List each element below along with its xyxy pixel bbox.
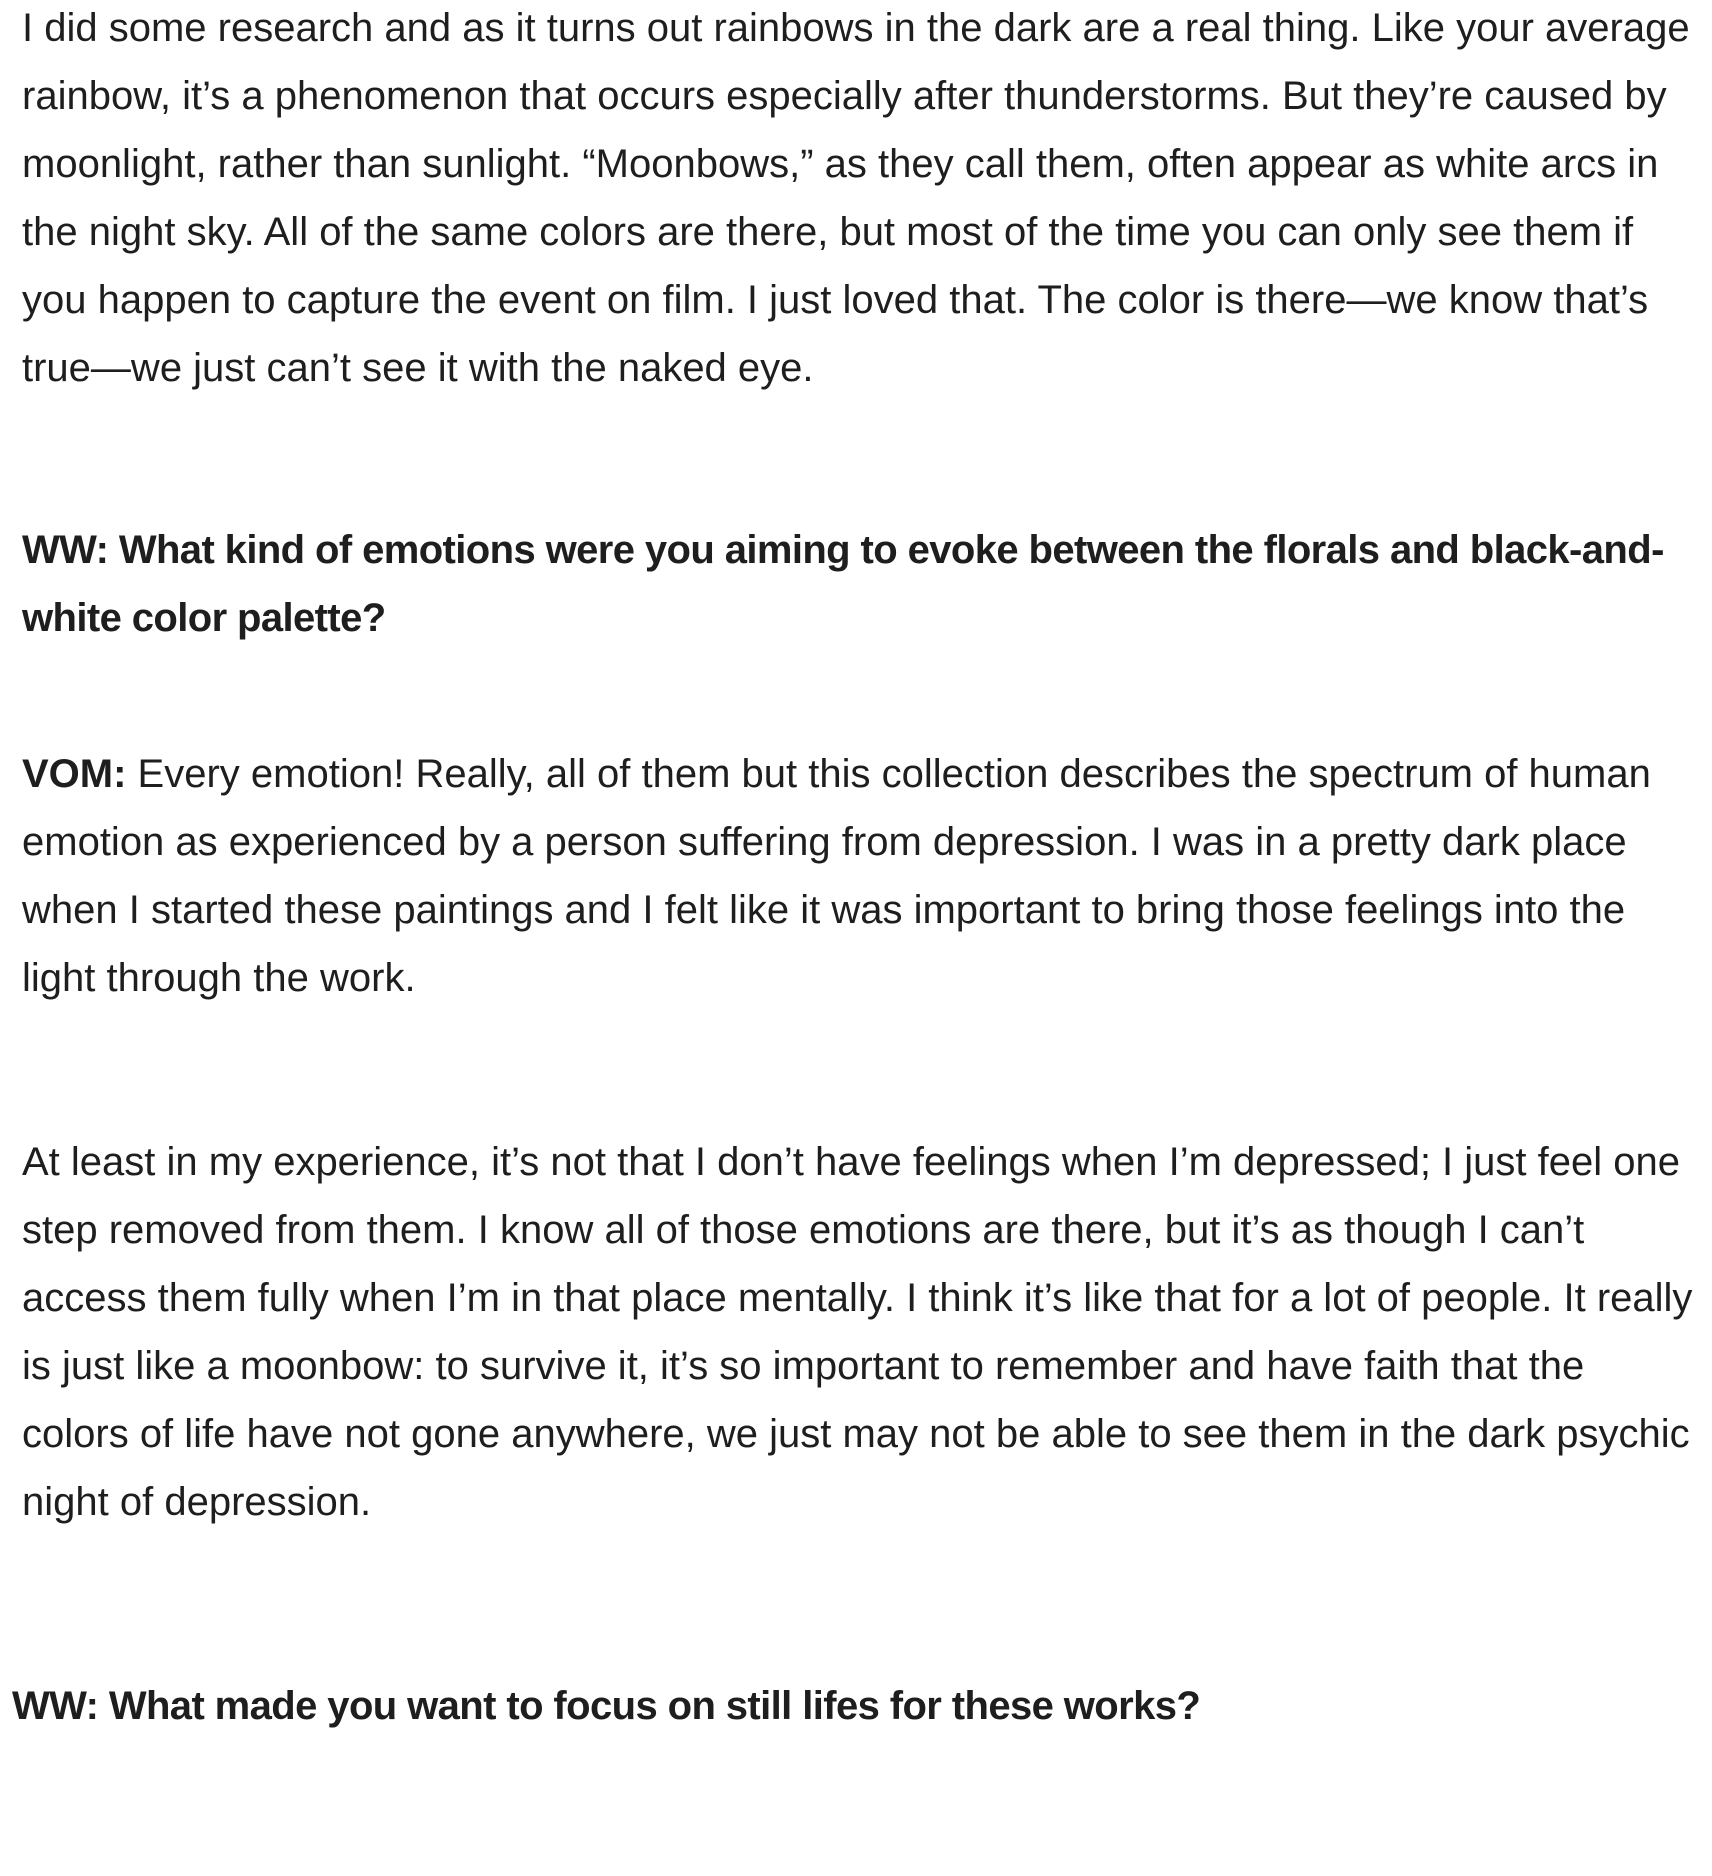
paragraph-moonbows: I did some research and as it turns out rainbows in the dark are a real thing. Like your average rainbow, it’s a phenomenon that occurs especially after thunderstorms. But they’re caused by moonlight, rather than sunlight. “Moonbows,” as they call them, often appear as white arcs in the night sky. All of the same colors are there, but most of the time you can only see them if you happen to capture the event on film. I just loved that. The color is there—we know that’s true—we just can’t see it with the naked eye. — [22, 6, 1690, 390]
paragraph-depression: At least in my experience, it’s not that I don’t have feelings when I’m depressed; I just feel one step removed from them. I know all of those emotions are there, but it’s as though I can’t access them fully when I’m in that place mentally. I think it’s like that for a lot of people. It really is just like a moonbow: to survive it, it’s so important to remember and have faith that the colors of life have not gone anywhere, we just may not be able to see them in the dark psychic night of depression. — [22, 1140, 1693, 1524]
answer-emotions — [22, 740, 1702, 1012]
question-emotions: WW: What kind of emotions were you aiming to evoke between the florals and black-and-white color palette? — [22, 528, 1664, 640]
speaker-label: VOM: — [22, 752, 127, 796]
question-still-lifes: WW: What made you want to focus on still lifes for these works? — [12, 1684, 1201, 1728]
answer-text: Every emotion! Really, all of them but this collection describes the spectrum of human emotion as experienced by a person suffering from depression. I was in a pretty dark place when I started these paintings and I felt like it was important to bring those feelings into the light through the work. — [22, 752, 1651, 1000]
